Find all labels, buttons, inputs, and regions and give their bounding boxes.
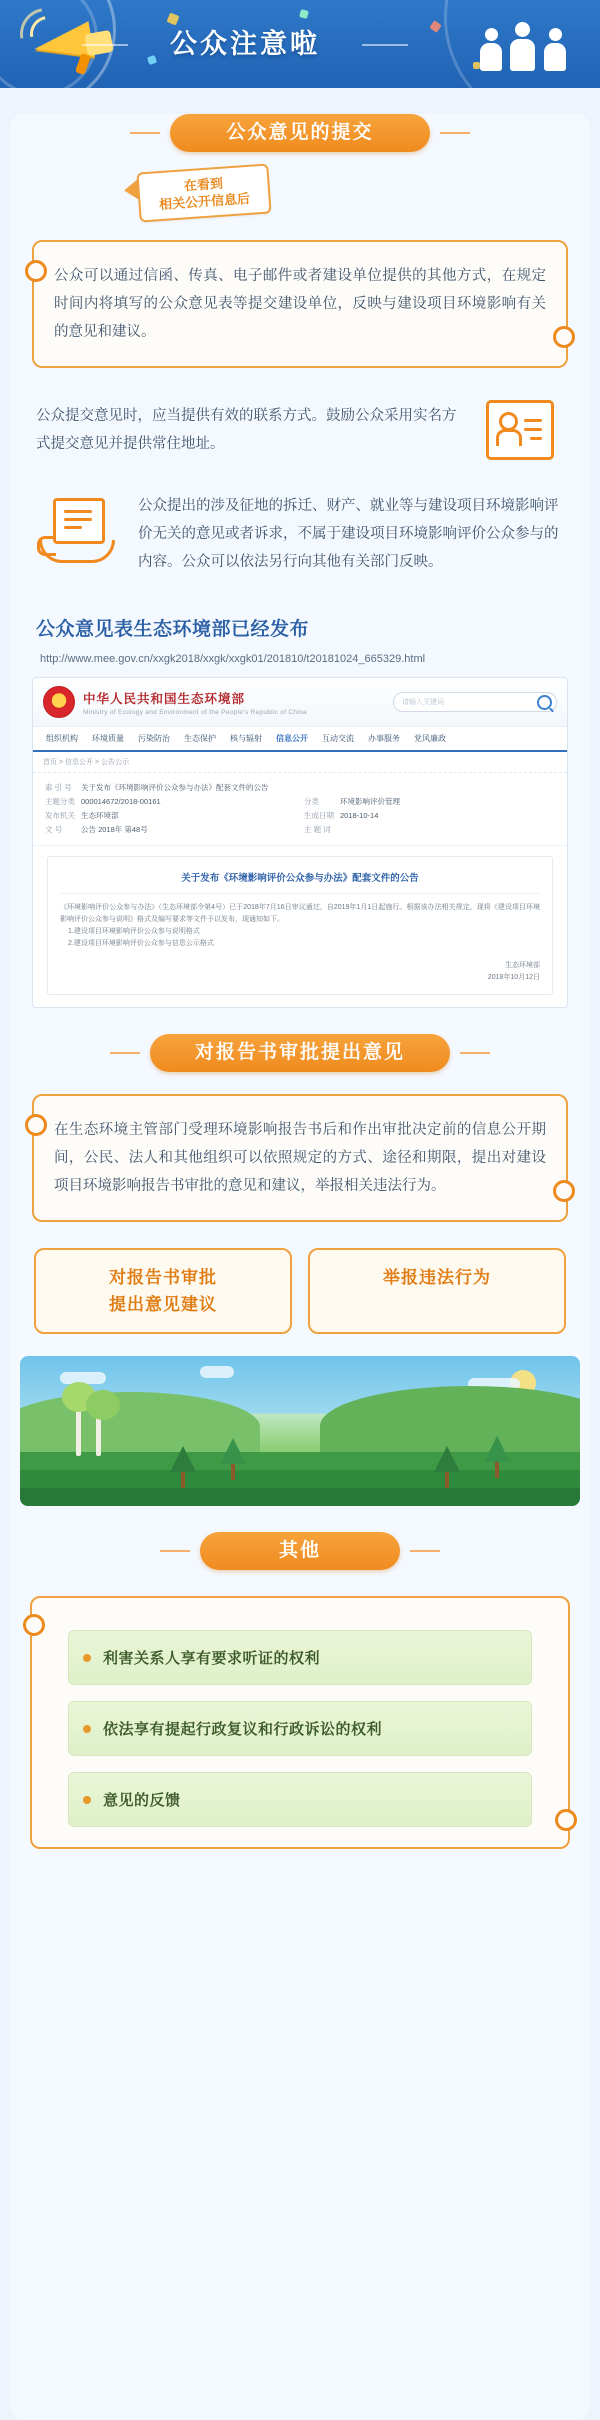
section-title-other: 其他 [200, 1532, 400, 1570]
meta-key: 分类 [304, 797, 319, 806]
table-row [45, 809, 555, 823]
box-dot-bottom [555, 1809, 577, 1831]
cloud-shape [200, 1366, 234, 1378]
approval-opinion-text: 在生态环境主管部门受理环境影响报告书后和作出审批决定前的信息公开期间，公民、法人和其他组织可以依照规定的方式、途径和期限，提出对建设项目环境影响报告书审批的意见和建议，举报相关违法行为。 [54, 1122, 546, 1194]
site-name-cn: 中华人民共和国生态环境部 [83, 691, 246, 706]
site-nav-item-7[interactable]: 办事服务 [368, 734, 400, 743]
bullet-dot [83, 1725, 91, 1733]
site-name-en: Ministry of Ecology and Environment of the People's Republic of China [83, 708, 307, 716]
search-icon[interactable] [537, 695, 552, 710]
meta-value: 生态环境部 [81, 811, 119, 820]
list-item [68, 1630, 532, 1685]
tree-shape [170, 1446, 196, 1488]
site-nav-item-8[interactable]: 党风廉政 [414, 734, 446, 743]
document-paragraph: 《环境影响评价公众参与办法》（生态环境部令第4号）已于2018年7月16日审议通过，自2019年1月1日起施行。根据该办法相关规定，现将《建设项目环境影响评价公众参与说明》格式及编写要求等文件予以发布，现通知如下。 [60, 904, 540, 923]
submission-methods-box [32, 240, 568, 368]
decor-confetti [473, 62, 480, 69]
site-nav-item-4[interactable]: 核与辐射 [230, 734, 262, 743]
list-item-label: 意见的反馈 [103, 1792, 181, 1809]
national-emblem-icon [43, 686, 75, 718]
website-screenshot [32, 677, 568, 1008]
decor-confetti [299, 9, 309, 19]
card-line1: 对报告书审批 [109, 1268, 217, 1287]
decor-confetti [429, 20, 442, 33]
approval-cards [34, 1248, 566, 1334]
site-nav-item-6[interactable]: 互动交流 [322, 734, 354, 743]
out-of-scope-text: 公众提出的涉及征地的拆迁、财产、就业等与建设项目环境影响评价无关的意见或者诉求，不属于建设项目环境影响评价公众参与的内容。公众可以依法另行向其他有关部门反映。 [138, 498, 559, 570]
card-line2: 提出意见建议 [109, 1295, 217, 1314]
document-list-item: 2.建设项目环境影响评价公众参与信息公示格式 [68, 940, 214, 947]
list-item-label: 依法享有提起行政复议和行政诉讼的权利 [103, 1721, 383, 1738]
banner-title: 公众注意啦 [170, 29, 320, 59]
tree-shape [484, 1436, 510, 1478]
meta-value: 关于发布《环境影响评价公众参与办法》配套文件的公告 [81, 783, 269, 792]
meta-key: 索 引 号 [45, 783, 72, 792]
site-breadcrumb: 首页 > 信息公开 > 公告公示 [33, 752, 567, 773]
opinion-form-url[interactable]: http://www.mee.gov.cn/xxgk2018/xxgk/xxgk01/201810/t20181024_665329.html [40, 653, 426, 665]
people-icon [480, 22, 566, 70]
list-item-label: 利害关系人享有要求听证的权利 [103, 1650, 321, 1667]
meta-value [340, 823, 555, 837]
meta-key: 主题分类 [45, 797, 75, 806]
table-row [45, 823, 555, 837]
site-nav-item-3[interactable]: 生态保护 [184, 734, 216, 743]
opinion-form-heading: 公众意见表生态环境部已经发布 [36, 619, 310, 640]
header-banner [0, 0, 600, 88]
card-report-violation [308, 1248, 566, 1334]
tree-shape [434, 1446, 460, 1488]
ribbon-text [136, 163, 271, 222]
site-search-placeholder: 请输入关键词 [402, 699, 444, 706]
site-search-box[interactable] [393, 692, 557, 712]
bullet-dot [83, 1796, 91, 1804]
meta-key: 发布机关 [45, 811, 75, 820]
content-card [10, 114, 590, 2420]
foliage-shape [86, 1390, 120, 1420]
meta-value: 2018-10-14 [340, 811, 379, 820]
site-header [33, 678, 567, 727]
box-dot-top [23, 1614, 45, 1636]
table-row [45, 781, 555, 795]
box-dot-top [25, 260, 47, 282]
submission-methods-text: 公众可以通过信函、传真、电子邮件或者建设单位提供的其他方式，在规定时间内将填写的公众意见表等提交建设单位，反映与建设项目环境影响有关的意见和建议。 [54, 268, 546, 340]
section-title-submission: 公众意见的提交 [170, 114, 430, 152]
forest-landscape-illustration [20, 1356, 580, 1506]
signature-date: 2018年10月12日 [487, 974, 540, 981]
site-nav-item-2[interactable]: 污染防治 [138, 734, 170, 743]
document-list-item: 1.建设项目环境影响评价公众参与说明格式 [68, 928, 200, 935]
table-row [45, 795, 555, 809]
section-title-approval: 对报告书审批提出意见 [150, 1034, 450, 1072]
box-dot-bottom [553, 326, 575, 348]
meta-key: 文 号 [45, 825, 63, 834]
card-submit-opinion [34, 1248, 292, 1334]
meta-value: 公告 2018年 第48号 [81, 825, 148, 834]
hand-document-icon [36, 494, 124, 574]
box-dot-top [25, 1114, 47, 1136]
title-rule-left [82, 44, 128, 46]
banner-title-wrap [120, 22, 370, 66]
list-item [68, 1701, 532, 1756]
ribbon-line2: 相关公开信息后 [158, 190, 251, 213]
document-signature [60, 960, 540, 984]
site-nav-item-5[interactable]: 信息公开 [276, 734, 308, 743]
site-nav-item-1[interactable]: 环境质量 [92, 734, 124, 743]
meta-value: 环境影响评价管理 [340, 797, 400, 806]
ribbon-tag [138, 168, 270, 218]
meta-key: 主 题 词 [304, 825, 331, 834]
out-of-scope-row [36, 492, 564, 576]
meta-key: 生成日期 [304, 811, 334, 820]
contact-info-text: 公众提交意见时，应当提供有效的联系方式。鼓励公众采用实名方式提交意见并提供常住地址。 [36, 408, 457, 452]
site-meta-table [33, 773, 567, 846]
card-line1: 举报违法行为 [383, 1268, 491, 1287]
site-names [83, 689, 385, 716]
other-rights-list [68, 1630, 532, 1827]
approval-opinion-box [32, 1094, 568, 1222]
list-item [68, 1772, 532, 1827]
contact-info-row [36, 390, 564, 470]
title-rule-right [362, 44, 408, 46]
site-document [47, 856, 553, 995]
document-title: 关于发布《环境影响评价公众参与办法》配套文件的公告 [60, 867, 540, 894]
id-card-icon [476, 390, 564, 470]
ribbon-line1: 在看到 [183, 175, 224, 194]
box-dot-bottom [553, 1180, 575, 1202]
forest-band [20, 1488, 580, 1506]
bullet-dot [83, 1654, 91, 1662]
other-rights-frame [30, 1596, 570, 1849]
site-nav[interactable] [33, 727, 567, 752]
site-nav-item-0[interactable]: 组织机构 [46, 734, 78, 743]
tree-shape [220, 1438, 246, 1480]
signature-org: 生态环境部 [505, 962, 540, 969]
meta-value: 000014672/2018-00161 [81, 797, 161, 806]
